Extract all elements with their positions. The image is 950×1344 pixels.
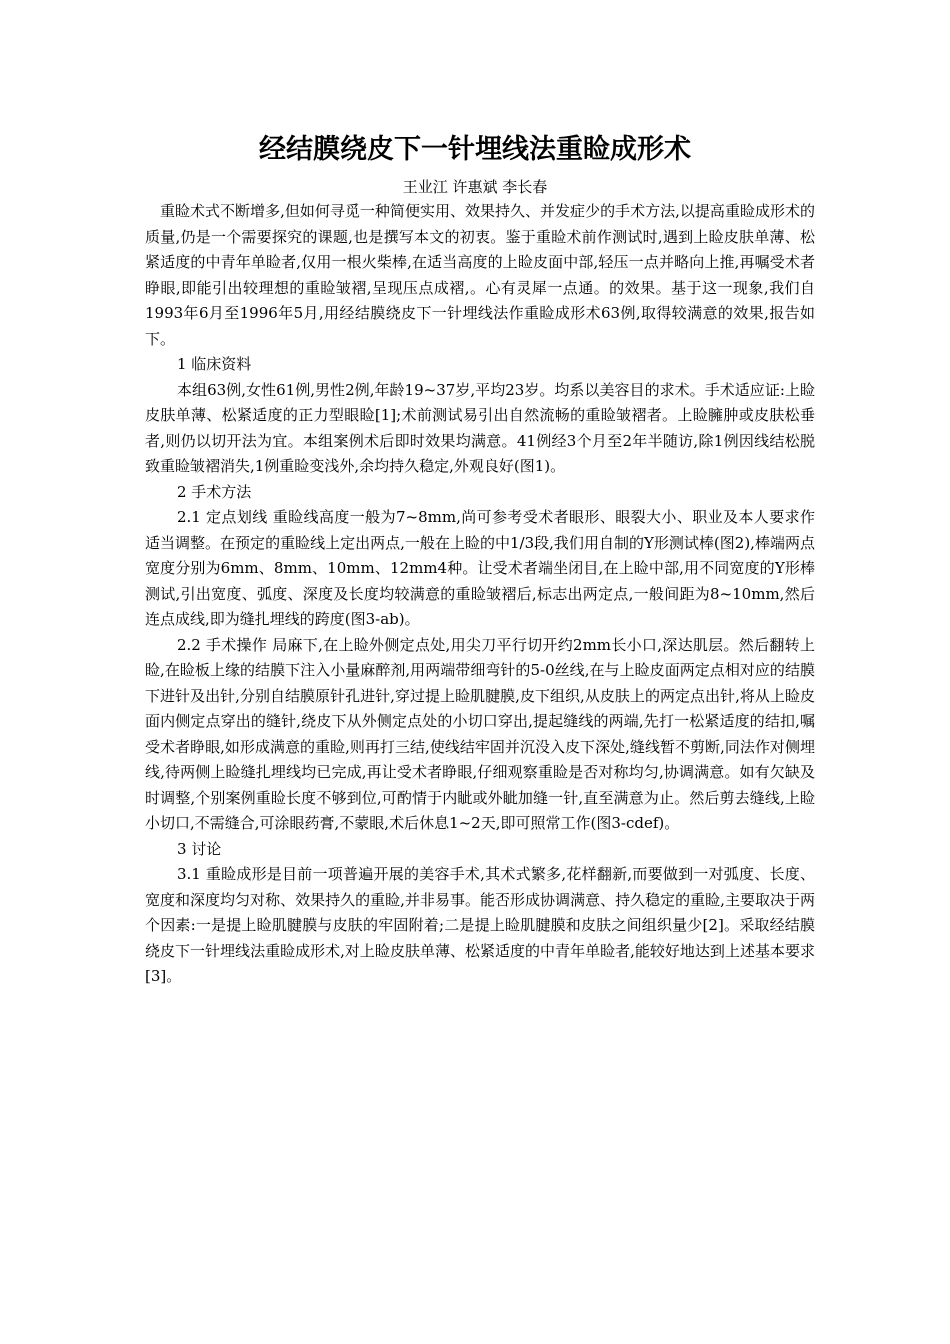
clinical-data-paragraph: 本组63例,女性61例,男性2例,年龄19~37岁,平均23岁。均系以美容目的求术。手术适应证:上睑皮肤单薄、松紧适度的正力型眼睑[1];术前测试易引出自然流畅的重睑皱褶者。上睑臃肿或皮肤松垂者,则仍以切开法为宜。本组案例术后即时效果均满意。41例经3个月至2年半随访,除1例因线结松脱致重睑皱褶消失,1例重睑变浅外,余均持久稳定,外观良好(图1)。: [145, 380, 815, 475]
article-authors: 王业江 许惠斌 李长春: [402, 178, 548, 196]
article-body: [145, 199, 815, 990]
section-heading-clinical-data: 1 临床资料: [177, 355, 252, 373]
discussion-paragraph: 3.1 重睑成形是目前一项普遍开展的美容手术,其术式繁多,花样翻新,而要做到一对弧度、长度、宽度和深度均匀对称、效果持久的重睑,并非易事。能否形成协调满意、持久稳定的重睑,主要取决于两个因素:一是提上睑肌腱膜与皮肤的牢固附着;二是提上睑肌腱膜和皮肤之间组织量少[2]。采取经结膜绕皮下一针埋线法重睑成形术,对上睑皮肤单薄、松紧适度的中青年单睑者,能较好地达到上述基本要求[3]。: [145, 865, 815, 985]
article-title: 经结膜绕皮下一针埋线法重睑成形术: [259, 134, 691, 165]
marking-paragraph: 2.1 定点划线 重睑线高度一般为7~8mm,尚可参考受术者眼形、眼裂大小、职业及本人要求作适当调整。在预定的重睑线上定出两点,一般在上睑的中1/3段,我们用自制的Y形测试棒(图2),棒端两点宽度分别为6mm、8mm、10mm、12mm4种。让受术者端坐闭目,在上睑中部,用不同宽度的Y形棒测试,引出宽度、弧度、深度及长度均较满意的重睑皱褶后,标志出两定点,一般间距为8~10mm,然后连点成线,即为缝扎埋线的跨度(图3-ab)。: [145, 508, 815, 628]
section-heading-discussion: 3 讨论: [177, 839, 222, 858]
operation-paragraph: 2.2 手术操作 局麻下,在上睑外侧定点处,用尖刀平行切开约2mm长小口,深达肌层。然后翻转上睑,在睑板上缘的结膜下注入小量麻醉剂,用两端带细弯针的5-0丝线,在与上睑皮面两定点相对应的结膜下进针及出针,分别自结膜原针孔进针,穿过提上睑肌腱膜,皮下组织,从皮肤上的两定点出针,将从上睑皮面内侧定点穿出的缝针,绕皮下从外侧定点处的小切口穿出,提起缝线的两端,先打一松紧适度的结扣,嘱受术者睁眼,如形成满意的重睑,则再打三结,使线结牢固并沉没入皮下深处,缝线暂不剪断,同法作对侧埋线,待两侧上睑缝扎埋线均已完成,再让受术者睁眼,仔细观察重睑是否对称均匀,协调满意。如有欠缺及时调整,个别案例重睑长度不够到位,可酌情于内眦或外眦加缝一针,直至满意为止。然后剪去缝线,上睑小切口,不需缝合,可涂眼药膏,不蒙眼,术后休息1~2天,即可照常工作(图3-cdef)。: [145, 635, 815, 832]
section-heading-surgical-method: 2 手术方法: [177, 482, 252, 501]
intro-paragraph: 重睑术式不断增多,但如何寻觅一种简便实用、效果持久、并发症少的手术方法,以提高重睑成形术的质量,仍是一个需要探究的课题,也是撰写本文的初衷。鉴于重睑术前作测试时,遇到上睑皮肤单薄、松紧适度的中青年单睑者,仅用一根火柴棒,在适当高度的上睑皮面中部,轻压一点并略向上推,再嘱受术者睁眼,即能引出较理想的重睑皱褶,呈现压点成褶,。心有灵犀一点通。的效果。基于这一现象,我们自1993年6月至1996年5月,用经结膜绕皮下一针埋线法作重睑成形术63例,取得较满意的效果,报告如下。: [145, 202, 815, 348]
